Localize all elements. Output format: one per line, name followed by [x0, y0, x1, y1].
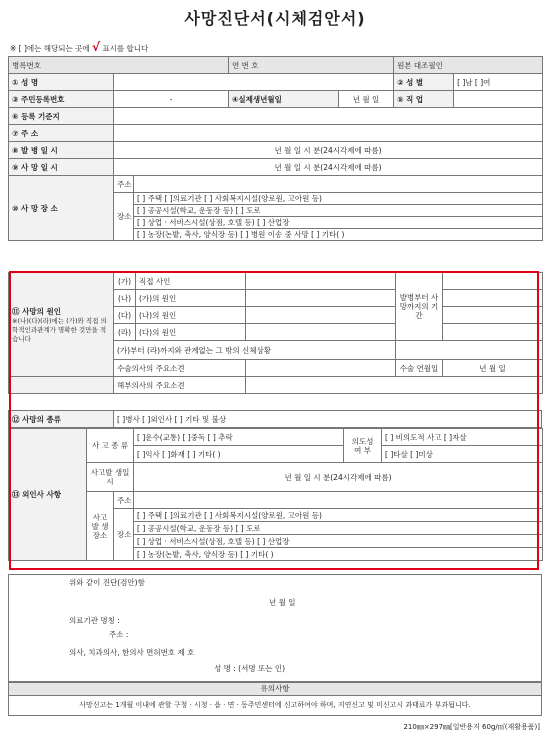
signature-block [8, 574, 542, 682]
name-field[interactable] [114, 74, 394, 91]
death-place-kind-label: 장소 [114, 193, 134, 241]
cause-a-field[interactable] [246, 273, 396, 290]
sex-label: ② 성 별 [394, 74, 454, 91]
death-place-option-2[interactable]: [ ] 공공시설(학교, 운동장 등) [ ] 도로 [134, 205, 543, 217]
other-condition-label: (가)부터 (라)까지와 관계없는 그 밖의 신체상황 [114, 341, 396, 360]
address-field[interactable] [114, 125, 543, 142]
checkmark-icon: √ [92, 40, 101, 54]
job-label: ⑤ 직 업 [394, 91, 454, 108]
death-place-address-field[interactable] [134, 176, 543, 193]
rrn-label: ③ 주민등록번호 [9, 91, 114, 108]
original-seal-label: 원본 대조필인 [394, 57, 543, 74]
confirm-date[interactable]: 년 월 일 [269, 598, 296, 607]
interval-c-field[interactable] [443, 307, 543, 324]
external-cause-section [8, 428, 543, 561]
cause-sub-note: ※(나)(다)(라)에는 (가)와 직접 의학적인과관계가 명확한 것만을 적습니다 [12, 316, 107, 343]
cause-d-label: (다)의 원인 [136, 324, 246, 341]
confirm-text: 위와 같이 진단(검안)함 [69, 578, 145, 587]
cause-d-field[interactable] [246, 324, 396, 341]
intent-options-1[interactable]: [ ] 비의도적 사고 [ ]자살 [382, 429, 543, 446]
registry-field[interactable] [114, 108, 543, 125]
signature-line[interactable]: 성 명 : (서명 또는 인) [214, 664, 286, 673]
autopsy-finding-label: 해부의사의 주요소견 [114, 377, 246, 394]
autopsy-finding-field[interactable] [246, 377, 543, 394]
intent-options-2[interactable]: [ ]타살 [ ]미상 [382, 446, 543, 463]
job-field[interactable] [454, 91, 543, 108]
document-title: 사망진단서(시체검안서) [184, 9, 366, 28]
accident-place-option-3[interactable]: [ ] 상업 · 서비스시설(상점, 호텔 등) [ ] 산업장 [134, 535, 543, 548]
birthdate-field[interactable]: 년 월 일 [339, 91, 394, 108]
death-place-option-1[interactable]: [ ] 주택 [ ]의료기관 [ ] 사회복지시설(양로원, 고아원 등) [134, 193, 543, 205]
note-prefix: ※ [ ]에는 해당되는 곳에 [10, 44, 90, 53]
notice-title: 유의사항 [8, 682, 542, 696]
accident-place-option-2[interactable]: [ ] 공공시설(학교, 운동장 등) [ ] 도로 [134, 522, 543, 535]
cause-label-cell [9, 273, 114, 377]
death-place-address-label: 주소 [114, 176, 134, 193]
cause-b-field[interactable] [246, 290, 396, 307]
accident-place-option-1[interactable]: [ ] 주택 [ ]의료기관 [ ] 사회복지시설(양로원, 고아원 등) [134, 509, 543, 522]
institution-label: 의료기관 명칭 : [69, 616, 120, 625]
death-place-option-4[interactable]: [ ] 농장(논밭, 축사, 양식장 등) [ ] 병원 이송 중 사망 [ ] 기타( ) [134, 229, 543, 241]
paper-spec: 210㎜×297㎜[일반용지 60g/㎡(재활용품)] [403, 723, 540, 731]
interval-b-field[interactable] [443, 290, 543, 307]
interval-a-field[interactable] [443, 273, 543, 290]
serial-number-label: 연 번 호 [229, 57, 394, 74]
cause-c-field[interactable] [246, 307, 396, 324]
accident-time-label: 사고발 생일시 [87, 463, 134, 492]
note-suffix: 표시를 합니다 [102, 44, 149, 53]
birthdate-label: ④실제생년월일 [229, 91, 339, 108]
surgery-date-label: 수술 연월일 [396, 360, 443, 377]
interval-d-field[interactable] [443, 324, 543, 341]
accident-kind-options-2[interactable]: [ ]익사 [ ]화재 [ ] 기타( ) [134, 446, 344, 463]
interval-label: 발병부터 사망까지의 기간 [396, 273, 443, 341]
death-place-label: ⑩ 사 망 장 소 [9, 176, 114, 241]
onset-label: ⑧ 발 병 일 시 [9, 142, 114, 159]
license-number-label: 의사, 치과의사, 한의사 면허번호 제 호 [69, 648, 195, 657]
sex-options[interactable]: [ ]남 [ ]여 [454, 74, 543, 91]
cause-d-tag: (라) [114, 324, 136, 341]
onset-datetime-field[interactable]: 년 월 일 시 분(24시각제에 따름) [114, 142, 543, 159]
registry-label: ⑥ 등록 기준지 [9, 108, 114, 125]
accident-place-label: 사고발 생장소 [87, 492, 114, 561]
cause-spacer [9, 377, 114, 394]
accident-time-field[interactable]: 년 월 일 시 분(24시각제에 따름) [134, 463, 543, 492]
death-time-label: ⑨ 사 망 일 시 [9, 159, 114, 176]
cause-of-death-section [8, 272, 543, 394]
accident-place-option-4[interactable]: [ ] 농장(논밭, 축사, 양식장 등) [ ] 기타( ) [134, 548, 543, 561]
death-kind-label: ⑫ 사망의 종류 [9, 411, 114, 428]
death-datetime-field[interactable]: 년 월 일 시 분(24시각제에 따름) [114, 159, 543, 176]
rrn-field[interactable]: - [114, 91, 229, 108]
accident-address-field[interactable] [134, 492, 543, 509]
cause-c-label: (나)의 원인 [136, 307, 246, 324]
surgery-date-field[interactable]: 년 월 일 [443, 360, 543, 377]
death-kind-section [8, 410, 542, 428]
instruction-note [10, 40, 148, 54]
address-label: ⑦ 주 소 [9, 125, 114, 142]
cause-b-tag: (나) [114, 290, 136, 307]
cause-label: ⑪ 사망의 원인 [12, 306, 61, 316]
record-number-label: 병록번호 [9, 57, 229, 74]
other-condition-field[interactable] [396, 341, 543, 360]
notice-text: 사망신고는 1개월 이내에 관할 구청 · 시청 · 읍 · 면 · 동주민센터에 신고하여야 하며, 지연신고 및 미신고시 과태료가 부과됩니다. [8, 696, 542, 716]
cause-c-tag: (다) [114, 307, 136, 324]
accident-address-label: 주소 [114, 492, 134, 509]
surgery-finding-label: 수술의사의 주요소견 [114, 360, 246, 377]
cause-a-tag: (가) [114, 273, 136, 290]
death-kind-options[interactable]: [ ]병사 [ ]외인사 [ ] 기타 및 불상 [114, 411, 542, 428]
death-place-option-3[interactable]: [ ] 상업 · 서비스시설(상점, 호텔 등) [ ] 산업장 [134, 217, 543, 229]
intent-label: 의도성 여 부 [344, 429, 382, 463]
death-certificate-form [8, 56, 543, 241]
accident-kind-place-label: 장소 [114, 509, 134, 561]
name-label: ① 성 명 [9, 74, 114, 91]
external-cause-label: ⑬ 외인사 사항 [9, 429, 87, 561]
surgery-finding-field[interactable] [246, 360, 396, 377]
accident-kind-options-1[interactable]: [ ]운수(교통) [ ]중독 [ ] 추락 [134, 429, 344, 446]
institution-address-label: 주소 : [109, 630, 129, 639]
cause-b-label: (가)의 원인 [136, 290, 246, 307]
accident-kind-label: 사 고 종 류 [87, 429, 134, 463]
cause-a-label: 직접 사인 [136, 273, 246, 290]
